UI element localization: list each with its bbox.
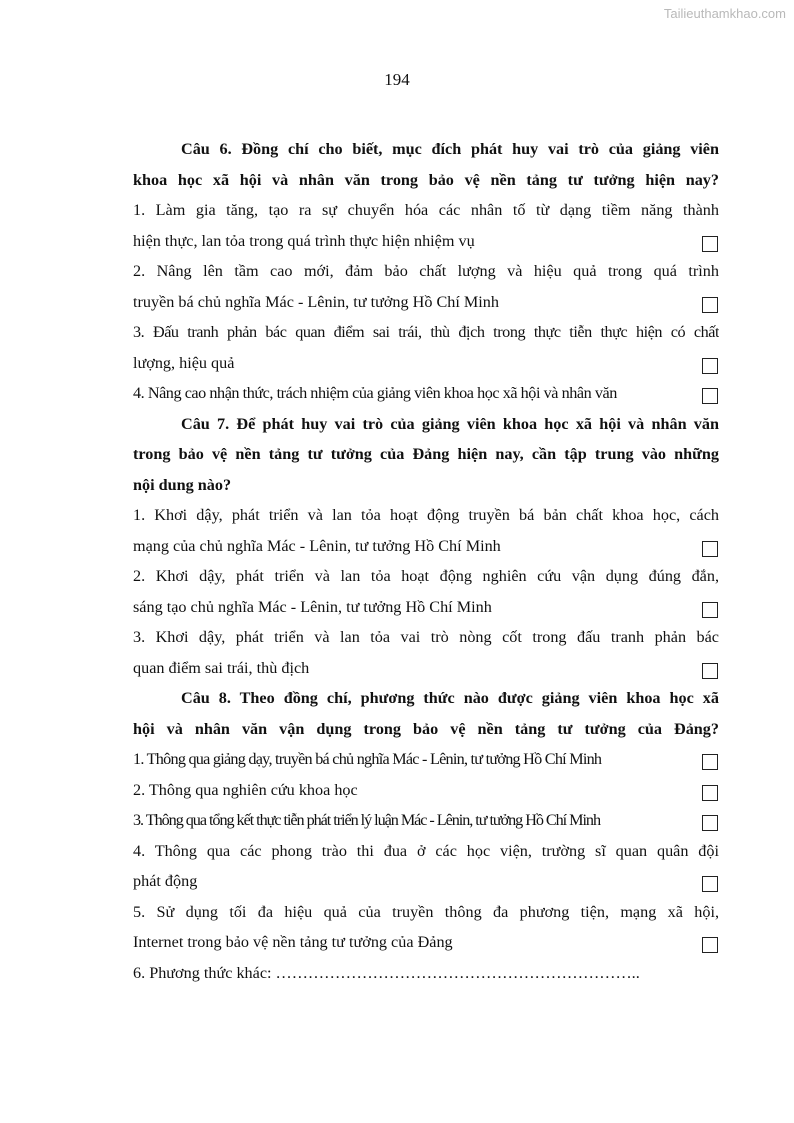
question-7-option-2-checkbox[interactable] bbox=[702, 602, 718, 618]
question-6-option-1-checkbox[interactable] bbox=[702, 236, 718, 252]
question-8-option-5-row bbox=[133, 927, 719, 958]
watermark: Tailieuthamkhao.com bbox=[663, 6, 786, 21]
question-7-option-1-line-2: mạng của chủ nghĩa Mác - Lênin, tư tưởng Hồ Chí Minh bbox=[133, 536, 501, 555]
question-8-option-4-checkbox[interactable] bbox=[702, 876, 718, 892]
question-8-option-2-text: 2. Thông qua nghiên cứu khoa học bbox=[133, 780, 358, 799]
question-8-option-3-text: 3. Thông qua tổng kết thực tiễn phát triển lý luận Mác - Lênin, tư tưởng Hồ Chí Minh bbox=[133, 811, 600, 829]
question-7-option-3-line-1: 3. Khơi dậy, phát triển và lan tỏa vai trò nòng cốt trong đấu tranh phản bác bbox=[133, 628, 719, 646]
question-6-option-3-line-1: 3. Đấu tranh phản bác quan điểm sai trái, thù địch trong thực tiễn thực hiện có chất bbox=[133, 323, 719, 341]
question-7-option-2-row bbox=[133, 592, 719, 623]
question-7-option-3-checkbox[interactable] bbox=[702, 663, 718, 679]
question-7-title-line-1: Câu 7. Để phát huy vai trò của giảng viên khoa học xã hội và nhân văn bbox=[181, 414, 719, 433]
question-8-option-5-checkbox[interactable] bbox=[702, 937, 718, 953]
question-6-option-3-row bbox=[133, 348, 719, 379]
question-8-option-4-line-2: phát động bbox=[133, 872, 198, 890]
question-6-option-4-checkbox[interactable] bbox=[702, 388, 718, 404]
question-8-option-1-checkbox[interactable] bbox=[702, 754, 718, 770]
question-6-option-2-line-2: truyền bá chủ nghĩa Mác - Lênin, tư tưởng Hồ Chí Minh bbox=[133, 292, 499, 311]
question-7-option-3-line-2: quan điểm sai trái, thù địch bbox=[133, 658, 310, 677]
question-6-option-1-row bbox=[133, 226, 719, 257]
question-6-option-3-checkbox[interactable] bbox=[702, 358, 718, 374]
question-8-option-4-row bbox=[133, 866, 719, 897]
question-8-title-line-2: hội và nhân văn vận dụng trong bảo vệ nền tảng tư tưởng của Đảng? bbox=[133, 719, 719, 738]
question-7-title-line-2: trong bảo vệ nền tảng tư tưởng của Đảng hiện nay, cần tập trung vào những bbox=[133, 445, 719, 463]
page-number: 194 bbox=[384, 70, 410, 89]
question-8-option-3-checkbox[interactable] bbox=[702, 815, 718, 831]
question-8-option-1-row bbox=[133, 744, 719, 775]
question-6-option-1-line-2: hiện thực, lan tỏa trong quá trình thực hiện nhiệm vụ bbox=[133, 231, 475, 250]
question-8-option-6-text[interactable]: 6. Phương thức khác: ………………………………………………………….. bbox=[133, 963, 640, 982]
question-6-option-2-line-1: 2. Nâng lên tầm cao mới, đảm bảo chất lượng và hiệu quả trong quá trình bbox=[133, 262, 719, 280]
question-8-option-2-checkbox[interactable] bbox=[702, 785, 718, 801]
question-7-option-1-line-1: 1. Khơi dậy, phát triển và lan tỏa hoạt động truyền bá bản chất khoa học, cách bbox=[133, 506, 719, 524]
question-6-option-4-text: 4. Nâng cao nhận thức, trách nhiệm của giảng viên khoa học xã hội và nhân văn bbox=[133, 384, 617, 402]
question-8-option-1-text: 1. Thông qua giảng dạy, truyền bá chủ nghĩa Mác - Lênin, tư tưởng Hồ Chí Minh bbox=[133, 750, 602, 768]
question-6-option-2-checkbox[interactable] bbox=[702, 297, 718, 313]
question-8-option-3-row bbox=[133, 805, 719, 836]
question-7-option-2-line-1: 2. Khơi dậy, phát triển và lan tỏa hoạt động nghiên cứu vận dụng đúng đắn, bbox=[133, 567, 719, 585]
survey-content bbox=[133, 134, 719, 988]
question-6-option-4-row bbox=[133, 378, 719, 409]
question-8-option-5-line-1: 5. Sử dụng tối đa hiệu quả của truyền thông đa phương tiện, mạng xã hội, bbox=[133, 902, 719, 921]
question-7-option-3-row bbox=[133, 653, 719, 684]
question-8-option-5-line-2: Internet trong bảo vệ nền tảng tư tưởng của Đảng bbox=[133, 933, 453, 951]
question-6-title-line-2: khoa học xã hội và nhân văn trong bảo vệ nền tảng tư tưởng hiện nay? bbox=[133, 170, 719, 189]
question-6-title-line-1: Câu 6. Đồng chí cho biết, mục đích phát huy vai trò của giảng viên bbox=[181, 140, 719, 158]
question-6-option-2-row bbox=[133, 287, 719, 318]
question-7-title-line-3: nội dung nào? bbox=[133, 475, 232, 494]
question-6-option-1-line-1: 1. Làm gia tăng, tạo ra sự chuyển hóa các nhân tố từ dạng tiềm năng thành bbox=[133, 201, 719, 219]
question-7-option-1-checkbox[interactable] bbox=[702, 541, 718, 557]
question-7-option-2-line-2: sáng tạo chủ nghĩa Mác - Lênin, tư tưởng Hồ Chí Minh bbox=[133, 597, 492, 616]
question-8-title-line-1: Câu 8. Theo đồng chí, phương thức nào được giảng viên khoa học xã bbox=[181, 689, 719, 707]
question-6-option-3-line-2: lượng, hiệu quả bbox=[133, 353, 235, 372]
question-7-option-1-row bbox=[133, 531, 719, 562]
question-8-option-4-line-1: 4. Thông qua các phong trào thi đua ở các học viện, trường sĩ quan quân đội bbox=[133, 841, 719, 860]
question-8-option-2-row bbox=[133, 775, 719, 806]
